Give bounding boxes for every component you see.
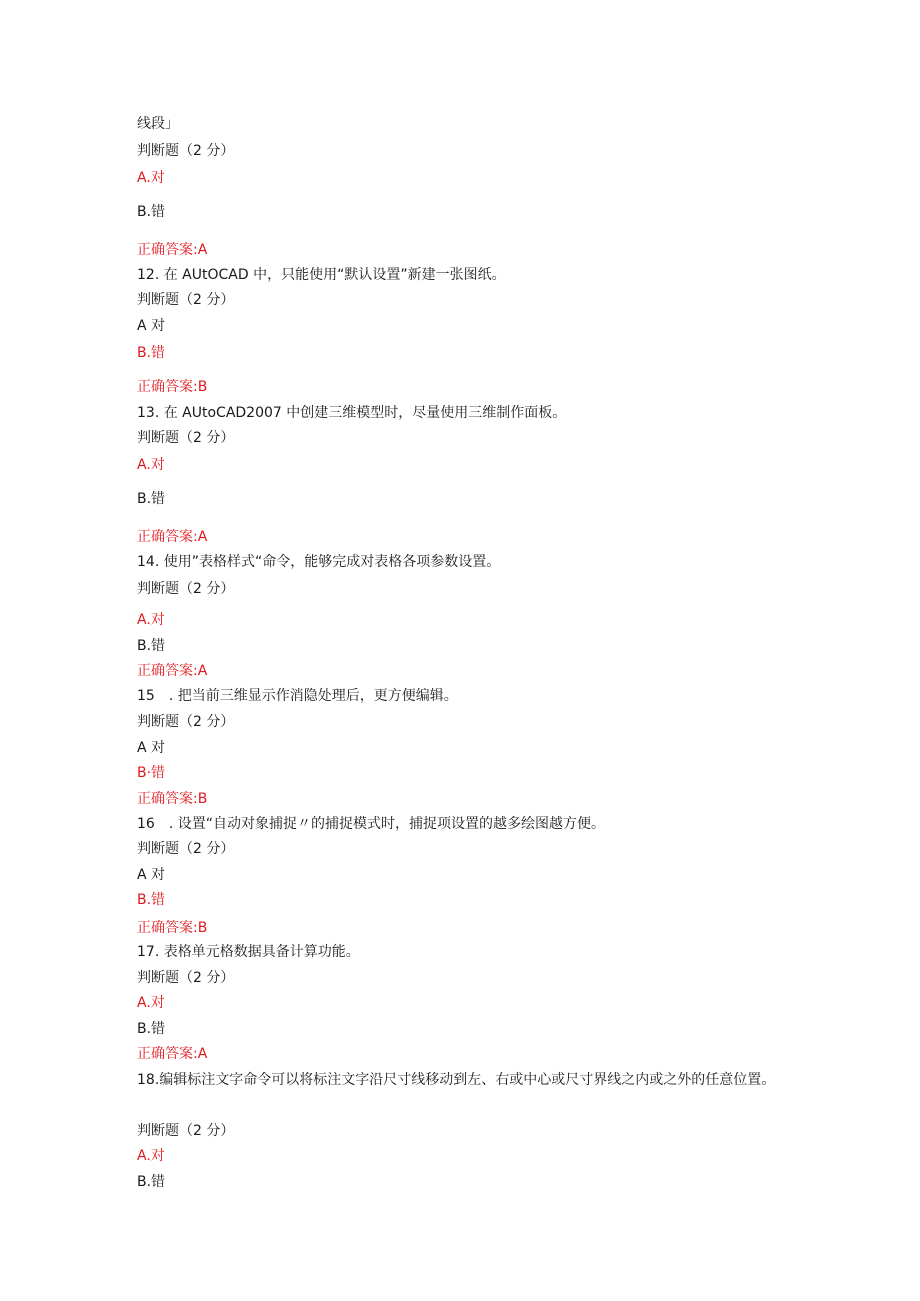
question-18-stem: 18.编辑标注文字命令可以将标注文字沿尺寸线移动到左、右或中心或尺寸界线之内或之外的任意位置。 [137,1072,776,1088]
question-12-option-a: A 对 [137,318,166,334]
question-17-option-a: A.对 [137,995,165,1011]
question-14-stem: 14. 使用”表格样式“命令，能够完成对表格各项参数设置。 [137,554,501,570]
question-12-answer: 正确答案:B [137,379,208,395]
question-15-option-b: B·错 [137,765,166,781]
question-13-stem: 13. 在 AUtoCAD2007 中创建三维模型时，尽量使用三维制作面板。 [137,405,567,421]
question-15-answer: 正确答案:B [137,791,208,807]
question-14-type: 判断题（2 分） [137,581,235,597]
question-14-option-a: A.对 [137,612,165,628]
question-16-option-a: A 对 [137,867,166,883]
question-12-type: 判断题（2 分） [137,292,235,308]
question-11-answer: 正确答案:A [137,242,208,258]
question-12-stem: 12. 在 AUtOCAD 中，只能使用“默认设置”新建一张图纸。 [137,267,506,283]
question-18-type: 判断题（2 分） [137,1123,235,1139]
question-12-option-b: B.错 [137,345,166,361]
question-16-option-b: B.错 [137,892,166,908]
question-17-stem: 17. 表格单元格数据具备计算功能。 [137,944,360,960]
question-13-option-a: A.对 [137,457,165,473]
question-13-type: 判断题（2 分） [137,430,235,446]
question-17-answer: 正确答案:A [137,1046,208,1062]
question-18-option-b: B.错 [137,1174,166,1190]
question-14-answer: 正确答案:A [137,663,208,679]
question-16-type: 判断题（2 分） [137,841,235,857]
question-13-option-b: B.错 [137,491,166,507]
question-15-option-a: A 对 [137,740,166,756]
question-15-stem: 15 . 把当前三维显示作消隐处理后，更方便编辑。 [137,688,458,704]
question-11-tail: 线段」 [137,116,179,132]
question-16-stem: 16 . 设置“自动对象捕捉〃的捕捉模式时，捕捉项设置的越多绘图越方便。 [137,816,605,832]
question-18-option-a: A.对 [137,1148,165,1164]
question-15-type: 判断题（2 分） [137,714,235,730]
question-13-answer: 正确答案:A [137,529,208,545]
question-14-option-b: B.错 [137,638,166,654]
question-16-answer: 正确答案:B [137,920,208,936]
question-17-type: 判断题（2 分） [137,970,235,986]
question-17-option-b: B.错 [137,1021,166,1037]
question-11-option-b: B.错 [137,204,166,220]
question-11-option-a: A.对 [137,170,165,186]
question-11-type: 判断题（2 分） [137,143,235,159]
